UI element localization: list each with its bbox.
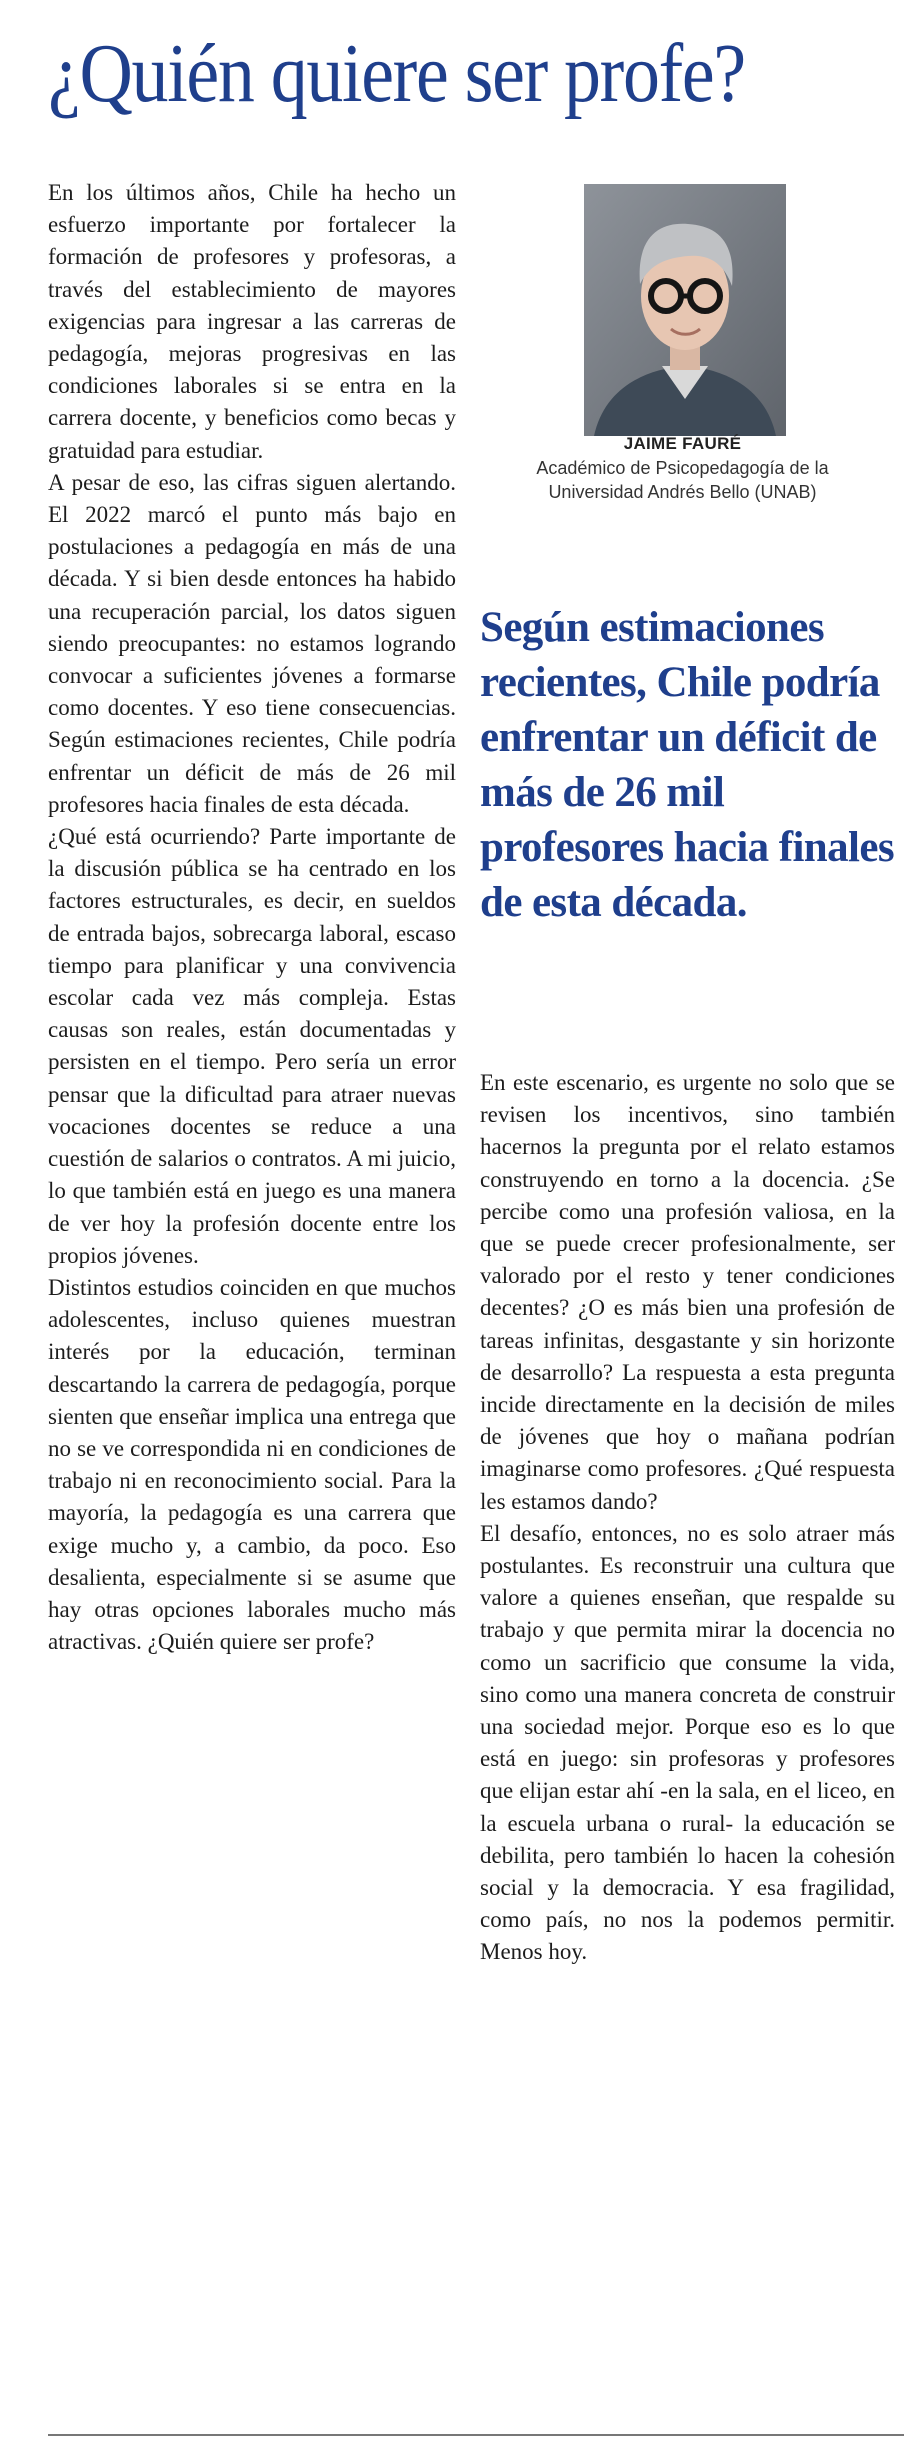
- headline: ¿Quién quiere ser profe?: [48, 27, 745, 120]
- paragraph: A pesar de eso, las cifras siguen alertando. El 2022 marcó el punto más bajo en postulaciones a pedagogía en más de una década. Y si bien desde entonces ha habido una recuperación parcial, los datos siguen siendo preocupantes: no estamos logrando convocar a suficientes jóvenes a formarse como docentes. Y eso tiene consecuencias. Según estimaciones recientes, Chile podría enfrentar un déficit de más de 26 mil profesores hacia finales de esta década.: [48, 469, 456, 817]
- author-credit: [510, 434, 855, 504]
- author-portrait-illustration: [584, 184, 786, 436]
- author-role-line-2: Universidad Andrés Bello (UNAB): [548, 482, 817, 502]
- paragraph: ¿Qué está ocurriendo? Parte importante de la discusión pública se ha centrado en los factores estructurales, es decir, en sueldos de entrada bajos, sobrecarga laboral, escaso tiempo para planificar y una convivencia escolar cada vez más compleja. Estas causas son reales, están documentadas y persisten en el tiempo. Pero sería un error pensar que la dificultad para atraer nuevas vocaciones docentes se reduce a una cuestión de salarios o contratos. A mi juicio, lo que también está en juego es una manera de ver hoy la profesión docente entre los propios jóvenes.: [48, 824, 456, 1268]
- paragraph: En los últimos años, Chile ha hecho un esfuerzo importante por fortalecer la formación de profesores y profesoras, a través del establecimiento de mayores exigencias para ingresar a las carreras de pedagogía, mejoras progresivas en las condiciones laborales si se entra en la carrera docente, y beneficios como becas y gratuidad para estudiar.: [48, 180, 456, 463]
- author-name: JAIME FAURÉ: [623, 434, 742, 453]
- paragraph: En este escenario, es urgente no solo que se revisen los incentivos, sino también hacernos la pregunta por el relato estamos construyendo en torno a la docencia. ¿Se percibe como una profesión valiosa, en la que se puede crecer profesionalmente, ser valorado por el resto y tener condiciones decentes? ¿O es más bien una profesión de tareas infinitas, desgastante y sin horizonte de desarrollo? La respuesta a esta pregunta incide directamente en la decisión de miles de jóvenes que hoy o mañana podrían imaginarse como profesores. ¿Qué respuesta les estamos dando?: [480, 1070, 895, 1514]
- article-column-right: [480, 1067, 895, 1969]
- paragraph: El desafío, entonces, no es solo atraer más postulantes. Es reconstruir una cultura que valore a quienes enseñan, que respalde su trabajo y que permita mirar la docencia no como un sacrificio que consume la vida, sino como una manera concreta de construir una sociedad mejor. Porque eso es lo que está en juego: sin profesoras y profesores que elijan estar ahí -en la sala, en el liceo, en la escuela urbana o rural- la educación se debilita, pero también lo hacen la cohesión social y la democracia. Y esa fragilidad, como país, no nos la podemos permitir. Menos hoy.: [480, 1520, 895, 1965]
- bottom-divider: [48, 2434, 904, 2436]
- article-column-left: [48, 177, 456, 1658]
- author-photo: [584, 184, 786, 436]
- author-role-line-1: Académico de Psicopedagogía de la: [536, 458, 829, 478]
- pull-quote: Según estimaciones recientes, Chile podría enfrentar un déficit de más de 26 mil profesores hacia finales de esta década.: [480, 604, 894, 926]
- paragraph: Distintos estudios coinciden en que muchos adolescentes, incluso quienes muestran interés por la educación, terminan descartando la carrera de pedagogía, porque sienten que enseñar implica una entrega que no se ve correspondida ni en condiciones de trabajo ni en reconocimiento social. Para la mayoría, la pedagogía es una carrera que exige mucho y, a cambio, da poco. Eso desalienta, especialmente si se asume que hay otras opciones laborales mucho más atractivas. ¿Quién quiere ser profe?: [48, 1274, 456, 1655]
